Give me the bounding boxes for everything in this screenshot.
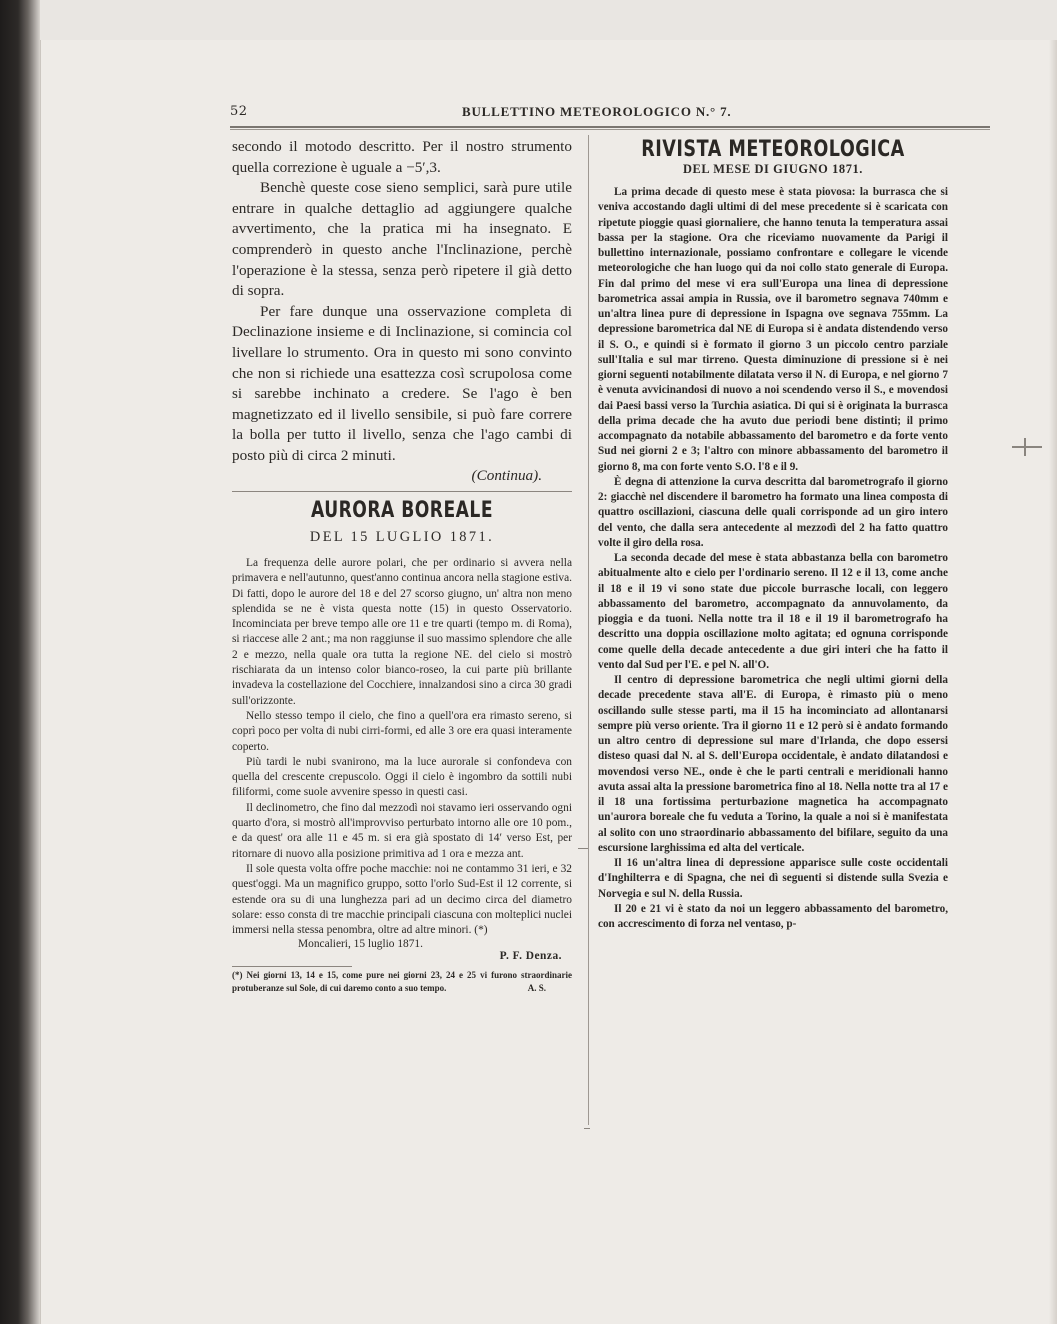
page-number: 52 [230,104,248,119]
aurora-paragraph: Nello stesso tempo il cielo, che fino a quell'ora era rimasto sereno, si coprì poco per volta di nubi cirri-formi, ed alle 3 ore era quasi interamente coperto. [232,709,572,753]
signature-place-date: Moncalieri, 15 luglio 1871. [298,938,423,951]
aurora-paragraph: La frequenza delle aurore polari, che per ordinario si avvera nella primavera e nell'autunno, quest'anno continua ancora nella stagione estiva. Di fatti, dopo le aurore del 18 e del 27 scorso giugno, un' altra non meno splendida se ne è vista questa notte (15) in questo Osservatorio. Incominciata per breve tempo alle ore 11 e tre quarti (tempo m. di Roma), si riaccese alle 2 ant.; ma non raggiunse il suo massimo splendore che alle 2 e mezzo, nella quale ora tutta la regione NE. del cielo si mostrò rischiarata da un intenso color bianco-roseo, la cui parte più brillante invadeva la costellazione del Cocchiere, innalzandosi sino a circa 30 gradi sull'orizzonte. [232,557,573,707]
rivista-title: RIVISTA METEOROLOGICA [641,137,905,162]
aurora-paragraph: Più tardi le nubi svanirono, ma la luce aurorale si confondeva con quella del crescente crepuscolo. Oggi il cielo è ingombro da sottili nubi filiformi, come suole avvenire spesso in questi casi. [232,755,572,799]
rivista-paragraph: È degna di attenzione la curva descritta dal barometrografo il giorno 2: giacchè nel discendere il barometro ha formato una linea composta di quattro oscillazioni, ciascuna delle quali corrisponde ad un giro intero del vento, che dalla sera antecedente al mezzodì del 2 ha fatto quattro volte il giro della rosa. [598,475,948,549]
aurora-paragraph: Il declinometro, che fino dal mezzodì noi stavamo ieri osservando ogni quarto d'ora, si mostrò all'improvviso perturbato intorno alle ore 10 pom., e da quest' ora alle 11 e 45 m. si era già spostato di 14′ verso Est, per ritornare di nuovo alla posizione primitiva ad 1 ora e mezza ant. [232,801,572,860]
left-column [232,137,572,492]
aurora-paragraph: Il sole questa volta offre poche macchie: noi ne contammo 31 ieri, e 32 quest'oggi. Ma un magnifico gruppo, sotto l'orlo Sud-Est il 12 corrente, si estende ora su di una lunghezza pari ad un decimo circa del diametro solare: esso consta di tre macchie principali ciascuna con molteplici nuclei immersi nella stessa penombra, oltre ad altre minori. (*) [232,862,572,937]
header-rule [230,126,990,128]
article-paragraph: Per fare dunque una osservazione completa di Declinazione insieme e di Inclinazione, si comincia col livellare lo strumento. Ora in questo mi sono convinto che non si richiede una esattezza così scrupolosa come si sarebbe inchinato a credere. Se l'ago è ben magnetizzato ed il livello sensibile, si può fare correre la bolla per tutto il livello, senza che l'ago cambi di posto più di circa 2 minuti. [232,302,572,464]
article-continuation-paragraph: secondo il motodo descritto. Per il nostro strumento quella correzione è uguale a −5′,3. [232,138,572,176]
rivista-paragraph: Il 16 un'altra linea di depressione apparisce sulle coste occidentali d'Inghilterra e di Spagna, che nei dì seguenti si distende sulla Svezia e Norvegia e sul N. della Russia. [598,857,948,900]
header-rule-thin [230,129,990,130]
page-right-edge [1049,40,1057,1324]
right-column [598,137,948,932]
footnote-initials: A. S. [527,982,546,993]
running-header [230,102,990,126]
margin-tick [584,1128,590,1129]
aurora-subtitle: DEL 15 LUGLIO 1871. [309,529,495,545]
aurora-title: AURORA BOREALE [310,498,494,523]
aurora-section [232,498,572,993]
margin-tab-mark-vertical [1024,438,1026,456]
signature-author: P. F. Denza. [499,950,562,963]
section-separator [232,491,572,492]
margin-tab-mark [1012,446,1042,448]
footnote: (*) Nei giorni 13, 14 e 15, come pure nei giorni 23, 24 e 25 vi furono straordinarie protuberanze sul Sole, di cui daremo conto a suo tempo. [232,970,572,994]
article-paragraph: Benchè queste cose sieno semplici, sarà pure utile entrare in qualche dettaglio ad aggiungere qualche avvertimento, che la pratica mi ha insegnato. E comprenderò in questo anche l'Inclinazione, perchè l'operazione è la stessa, senza però ripetere il già detto di sopra. [232,179,572,300]
rivista-subtitle: DEL MESE DI GIUGNO 1871. [683,162,863,176]
rivista-paragraph: Il 20 e 21 vi è stato da noi un leggero abbassamento del barometro, con accrescimento di forza nel ventaso, p- [598,902,948,930]
book-binding-edge [0,0,40,1324]
margin-tick [578,848,588,849]
footnote-rule [232,966,352,967]
rivista-paragraph: La seconda decade del mese è stata abbastanza bella con barometro abitualmente alto e cielo per l'ordinario sereno. Il 12 e il 13, come anche il 18 e il 19 vi sono state due piccole burrasche locali, con leggero abbassamento del barometro, accompagnato da annuvolamento, da pioggia e da tuoni. Nella notte tra il 18 e il 19 il barometrografo ha descritto una doppia oscillazione molto agitata; ed ognuna corrisponde come quelle della decade antecedente a due giri interi che ha fatto il vento dal Sud per l'E. e pel N. all'O. [598,552,948,671]
continua-note: (Continua). [471,466,542,484]
journal-title: BULLETTINO METEOROLOGICO N.° 7. [462,104,732,119]
rivista-paragraph: La prima decade di questo mese è stata piovosa: la burrasca che si veniva accostando dagli ultimi di del mese precedente si è scaricata con ripetute pioggie quasi giornaliere, che hanno tenuta la temperatura assai bassa per la stagione. Ora che riceviamo nuovamente da Parigi il bullettino internazionale, possiamo confrontare e collegare le vicende meteorologiche che han luogo qui da noi collo stato generale di Europa. Fin dal primo del mese vi era sull'Europa una linea di depressione barometrica assai ampia in Russia, ove il barometro segnava 740mm e un'altra linea pure di depressione in Ispagna ove segnava 755mm. La depressione barometrica dal NE di Europa si è andata distendendo verso il S. O., e quindi si è formato il giorno 3 un piccolo centro parziale sull'Italia e sul mar tirreno. Questa diminuzione di pressione si è nei giorni seguenti notabilmente dilatata verso il N. di Europa, e nel giorno 7 è venuta avvicinandosi di nuovo a noi scendendo verso il S., e movendosi dai Paesi bassi verso la Turchia asiatica. Di qui si è originata la burrasca della prima decade che ha avuto due periodi bene distinti; il primo accompagnato da notabile abbassamento del barometro e da forte vento Sud nei giorni 2 e 3; l'altro con minore abbassamento del barometro il giorno 8, ma con forte vento S.O. l'8 e il 9. [598,186,948,473]
column-divider [588,135,589,1125]
rivista-paragraph: Il centro di depressione barometrica che negli ultimi giorni della decade precedente stava all'E. di Europa, è rimasto più o meno oscillando sulle stesse parti, ma il 15 ha incominciato ad allontanarsi sempre più verso oriente. Tra il giorno 11 e 12 però si è andato formando un altro centro di depressione sul mare d'Irlanda, che dopo essersi disteso quasi dal N. al S. dell'Europa occidentale, è andato dilatandosi e movendosi verso NE., onde è che le parti centrali e meridionali hanno avuta assai alta la pressione barometrica fino al 18. Nella notte tra al 17 e il 18 una fortissima perturbazione magnetica ha accompagnato un'aurora boreale che fu veduta a Torino, la quale a noi si è manifestata al solito con uno straordinario abbassamento del bifilare, seguito da una escursione larghissima ed alta del verticale. [598,674,948,854]
